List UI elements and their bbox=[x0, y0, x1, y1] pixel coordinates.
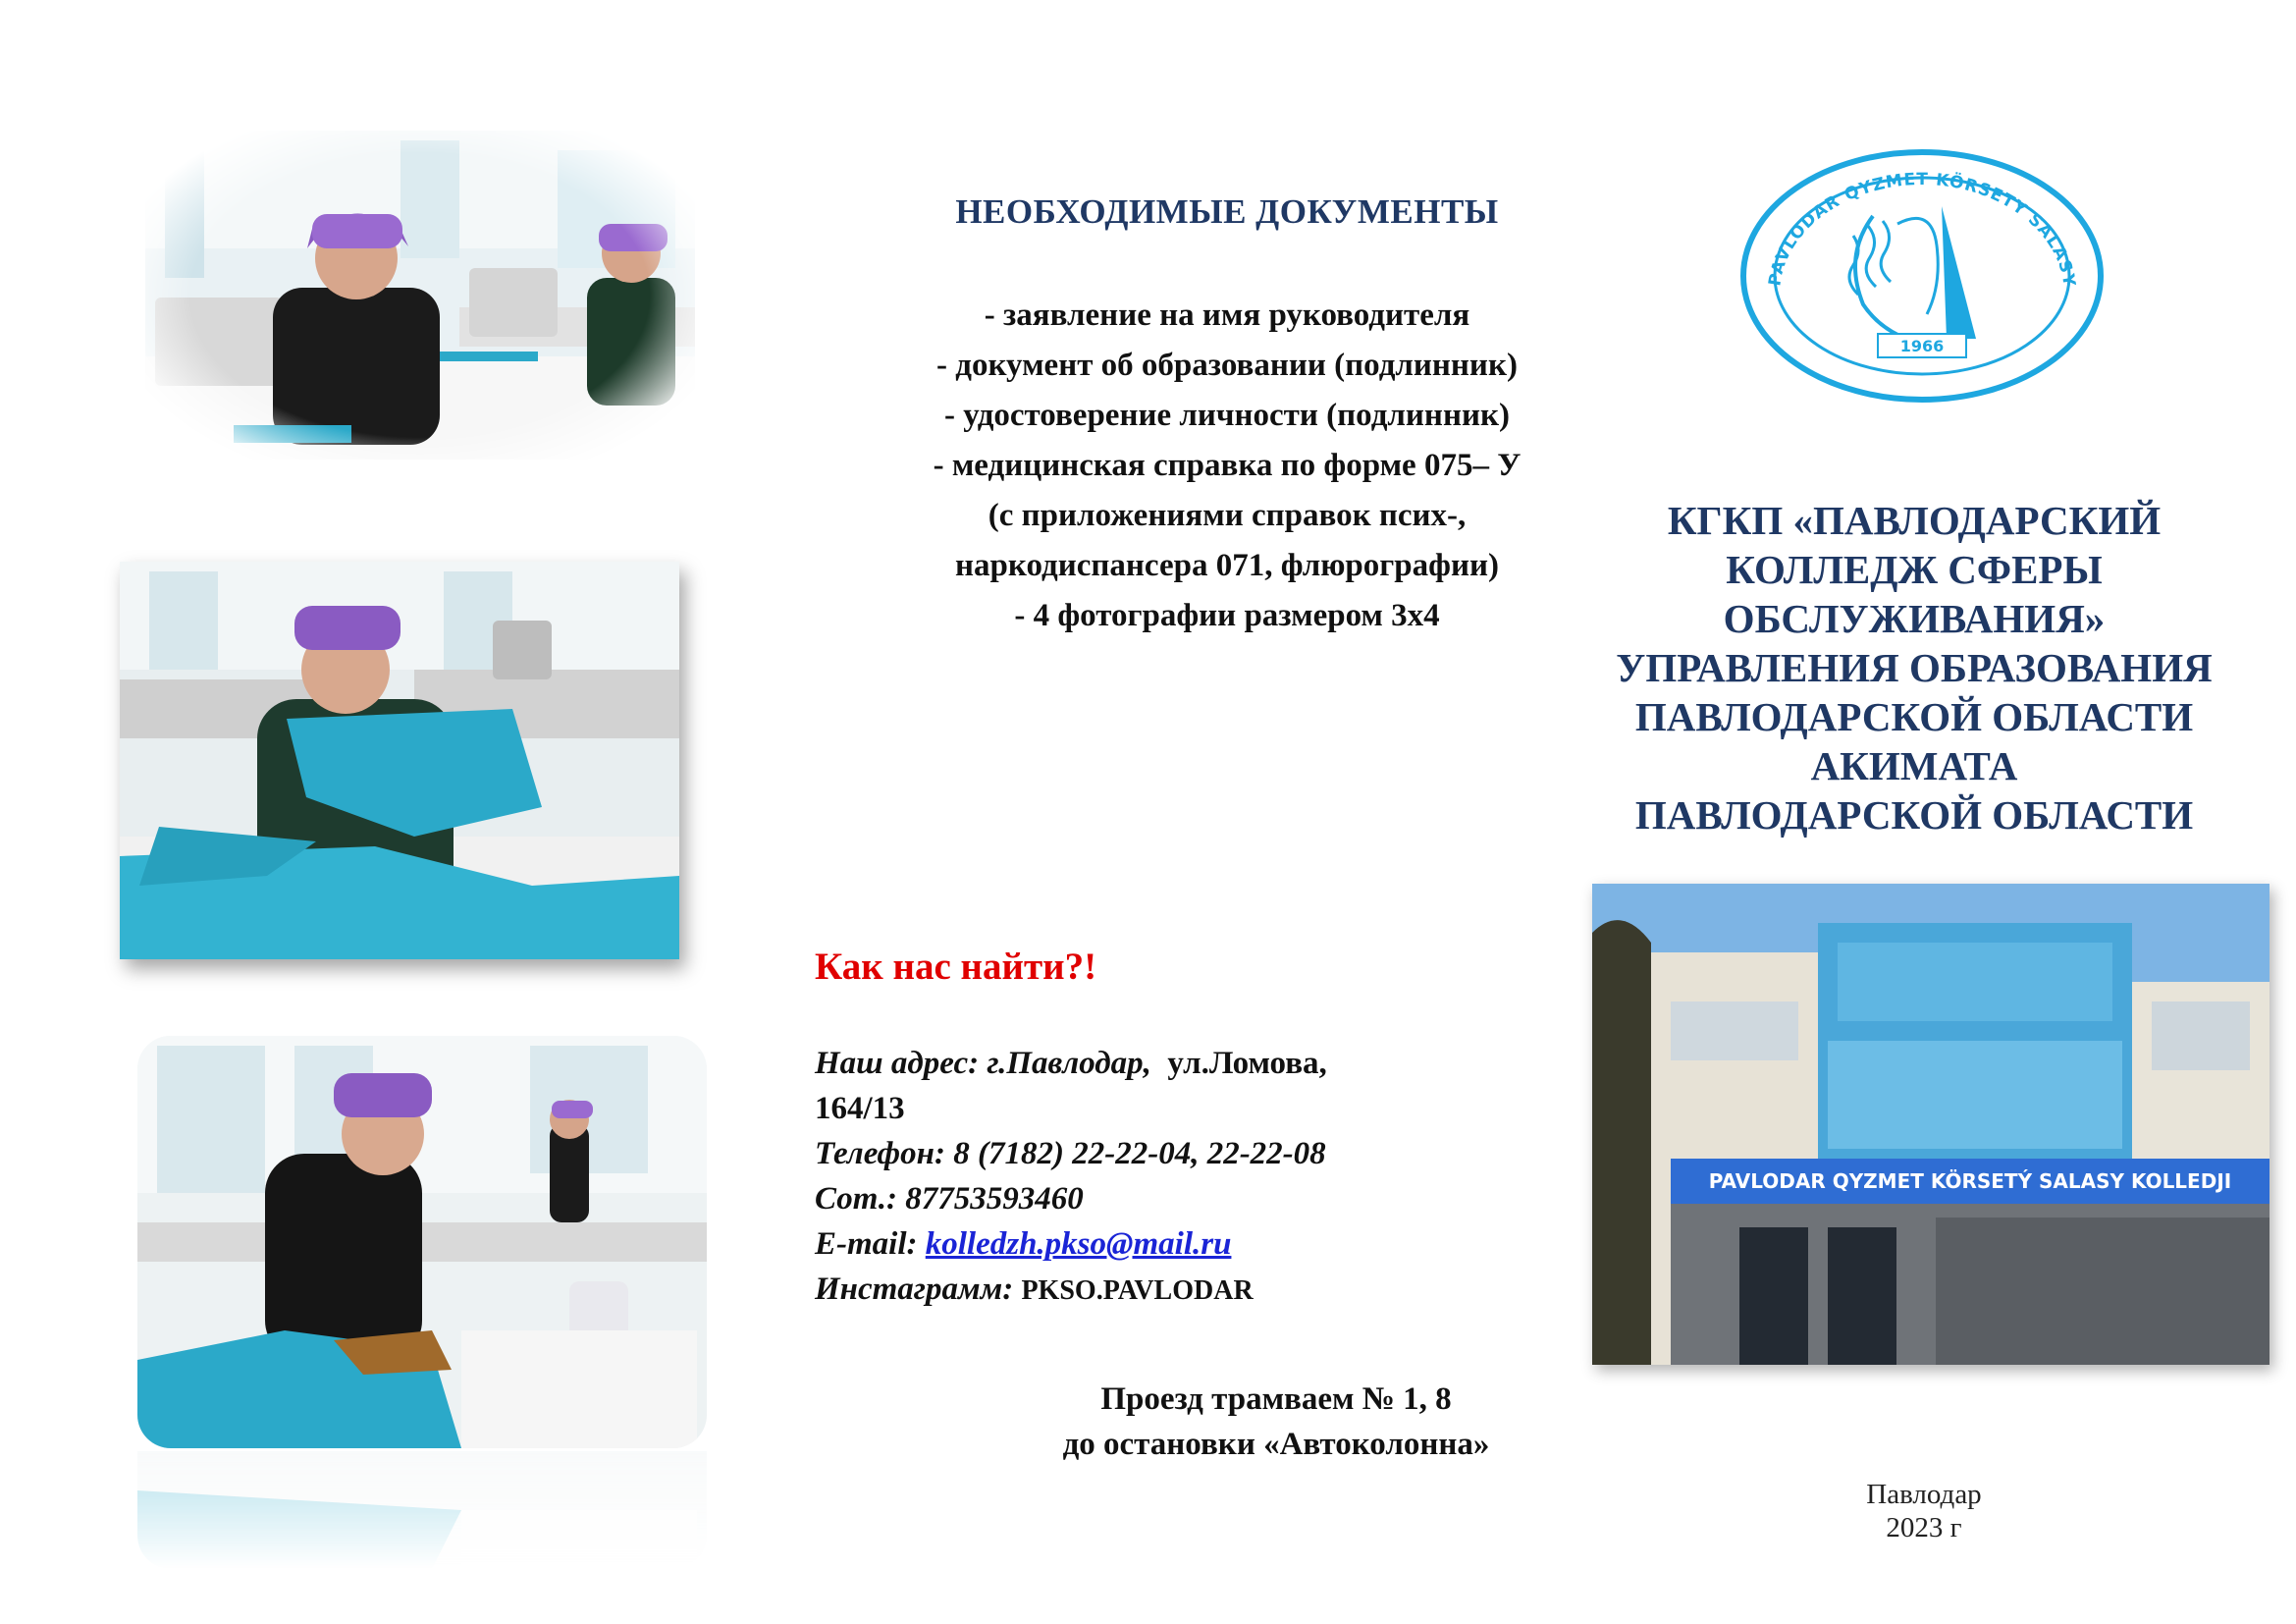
building-sign: PAVLODAR QYZMET KÖRSETÝ SALASY KOLLEDJI bbox=[1708, 1169, 2232, 1193]
list-item: - медицинская справка по форме 075– У bbox=[933, 448, 1522, 483]
transport-stop: до остановки «Автоколонна» bbox=[1062, 1427, 1490, 1462]
list-item: - документ об образовании (подлинник) bbox=[936, 348, 1518, 383]
logo-year: 1966 bbox=[1899, 337, 1945, 355]
footer-year: 2023 г bbox=[1886, 1512, 1962, 1543]
list-item: наркодиспансера 071, флюрографии) bbox=[955, 548, 1499, 583]
mobile-line: Сот.: 87753593460 bbox=[815, 1181, 1084, 1217]
photo-college-building bbox=[1592, 884, 2269, 1365]
transport-info bbox=[844, 1377, 1708, 1467]
photo-reflection bbox=[137, 1451, 707, 1569]
list-item: (с приложениями справок псих-, bbox=[988, 498, 1467, 533]
logo-ring-text: PAVLODAR QYZMET KÖRSETY SALASY bbox=[1765, 169, 2079, 289]
org-line: КГКП «ПАВЛОДАРСКИЙ bbox=[1667, 498, 2162, 543]
instagram-line bbox=[815, 1267, 1502, 1314]
address-label: Наш адрес: г.Павлодар, bbox=[815, 1046, 1151, 1081]
org-line: ОБСЛУЖИВАНИЯ» bbox=[1723, 596, 2106, 641]
address-street: ул.Ломова, bbox=[1167, 1046, 1327, 1081]
photo-students-sewing-1 bbox=[145, 131, 695, 460]
documents-title: НЕОБХОДИМЫЕ ДОКУМЕНТЫ bbox=[955, 192, 1499, 231]
org-line: АКИМАТА bbox=[1810, 743, 2018, 788]
organization-title bbox=[1531, 496, 2296, 839]
photo-student-ironing bbox=[137, 1036, 707, 1448]
org-line: ПАВЛОДАРСКОЙ ОБЛАСТИ bbox=[1634, 694, 2194, 739]
list-item: - заявление на имя руководителя bbox=[984, 298, 1470, 333]
transport-line: Проезд трамваем № 1, 8 bbox=[1100, 1381, 1452, 1417]
address-number: 164/13 bbox=[815, 1091, 905, 1126]
address-line bbox=[815, 1041, 1502, 1086]
find-us-title: Как нас найти?! bbox=[815, 946, 1097, 988]
instagram-handle: PKSO.PAVLODAR bbox=[1021, 1275, 1254, 1306]
photo-student-with-fabric bbox=[120, 562, 679, 959]
email-line bbox=[815, 1221, 1502, 1267]
footer-city-year bbox=[1806, 1478, 2042, 1544]
org-line: УПРАВЛЕНИЯ ОБРАЗОВАНИЯ bbox=[1616, 645, 2213, 690]
email-link[interactable]: kolledzh.pkso@mail.ru bbox=[925, 1226, 1232, 1262]
list-item: - удостоверение личности (подлинник) bbox=[944, 398, 1510, 433]
org-line: ПАВЛОДАРСКОЙ ОБЛАСТИ bbox=[1634, 792, 2194, 838]
college-logo bbox=[1735, 147, 2109, 405]
footer-city: Павлодар bbox=[1866, 1479, 1982, 1510]
phone-line: Телефон: 8 (7182) 22-22-04, 22-22-08 bbox=[815, 1136, 1326, 1171]
org-line: КОЛЛЕДЖ СФЕРЫ bbox=[1726, 547, 2103, 592]
list-item: - 4 фотографии размером 3х4 bbox=[1014, 598, 1440, 633]
instagram-label: Инстаграмм: bbox=[815, 1272, 1014, 1307]
contact-block bbox=[815, 1041, 1502, 1314]
email-label: E-mail: bbox=[815, 1226, 918, 1262]
